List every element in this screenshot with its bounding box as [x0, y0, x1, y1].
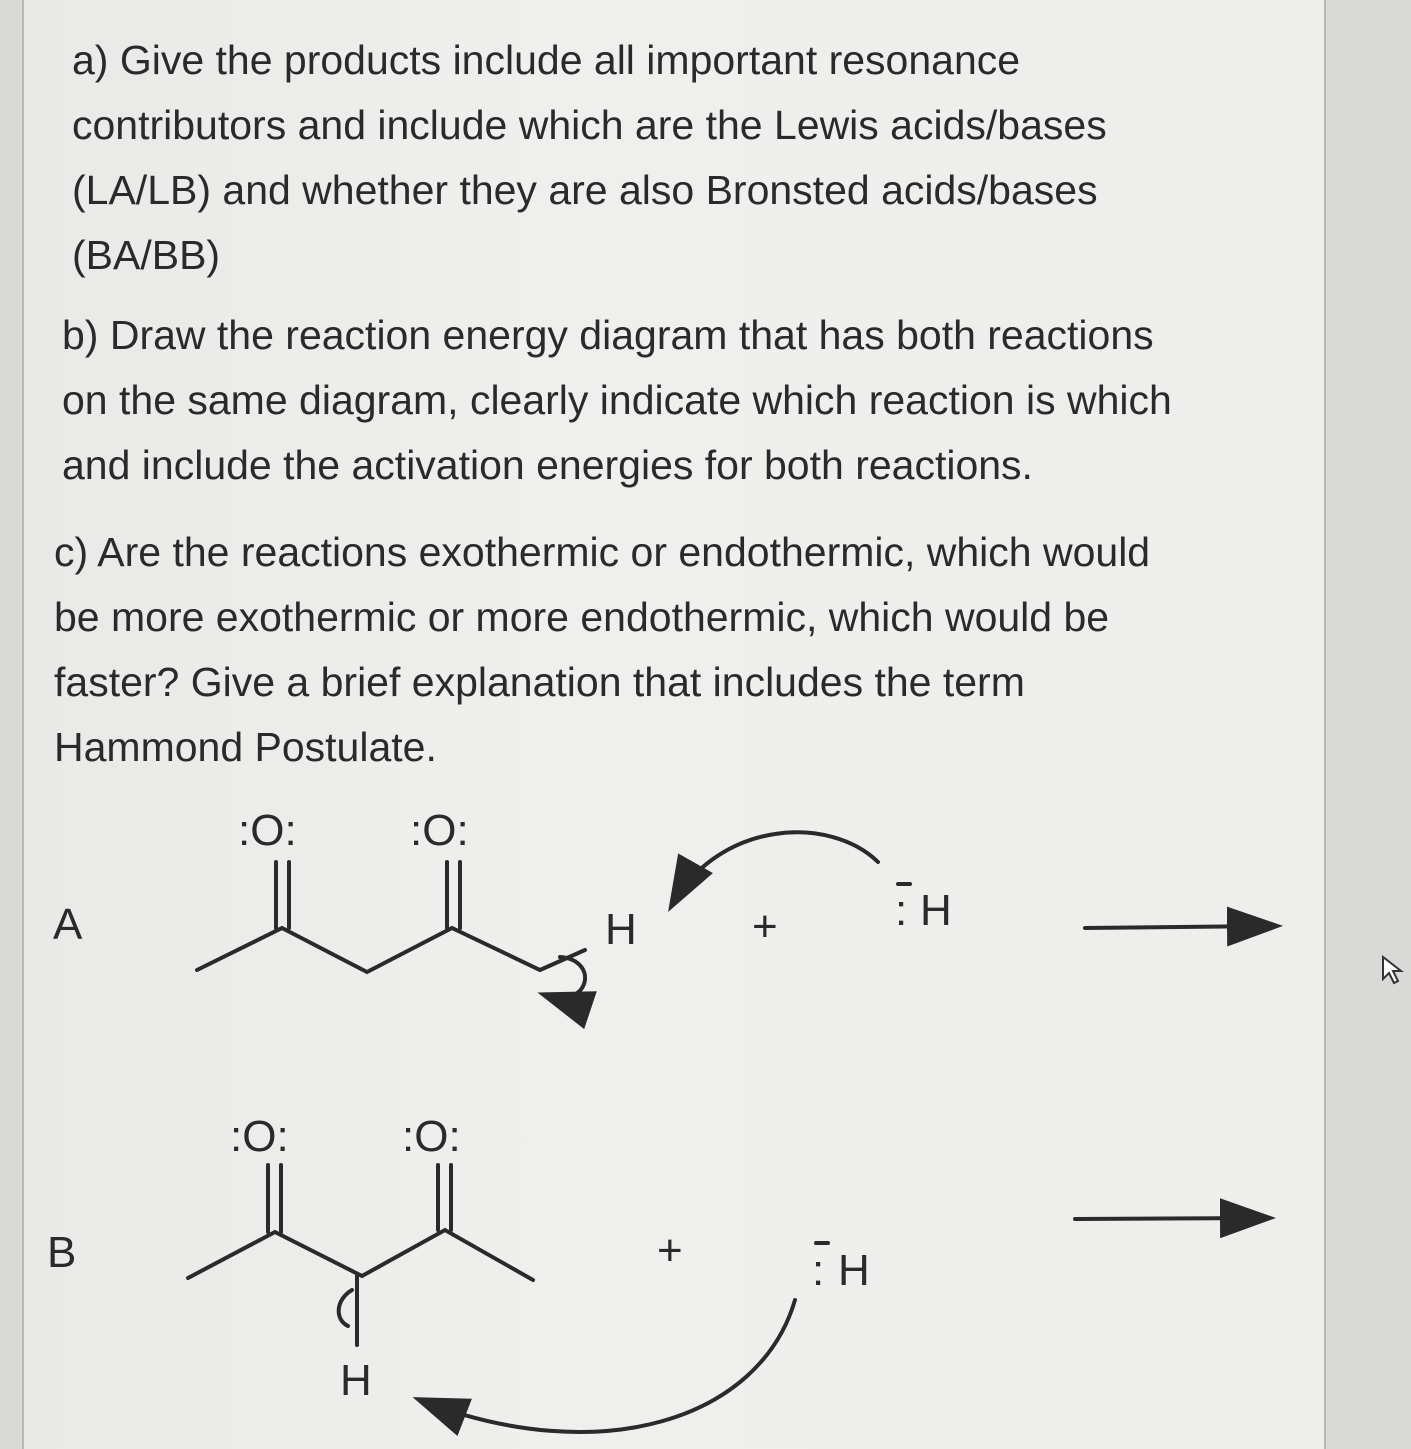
part-c-line-3: faster? Give a brief explanation that includes the term	[54, 659, 1025, 705]
reaction-a-label: A	[53, 900, 83, 949]
reaction-b-oxygen-1: :O:	[230, 1112, 289, 1161]
part-b-line-3: and include the activation energies for both reactions.	[62, 442, 1033, 488]
reaction-b-curved-arrow	[420, 1300, 795, 1432]
part-c-line-1: c) Are the reactions exothermic or endothermic, which would	[54, 529, 1151, 575]
part-b-line-2: on the same diagram, clearly indicate which reaction is which	[62, 377, 1172, 423]
part-b-line-1: b) Draw the reaction energy diagram that has both reactions	[62, 312, 1154, 358]
reaction-b-plus: +	[657, 1226, 683, 1275]
reaction-b-hydrogen: H	[340, 1356, 372, 1405]
part-c-line-2: be more exothermic or more endothermic, which would be	[54, 594, 1110, 640]
reaction-a-oxygen-1: :O:	[238, 806, 297, 855]
reaction-b-bond-arrow	[339, 1290, 352, 1326]
reaction-a-hydride-colon: :	[895, 886, 908, 935]
reaction-b-hydride-colon: :	[812, 1246, 825, 1295]
reaction-a-skeleton	[197, 928, 585, 972]
reaction-b-skeleton	[188, 1230, 533, 1280]
part-a-line-4: (BA/BB)	[72, 232, 221, 278]
reaction-b-arrow	[1075, 1218, 1268, 1219]
reaction-b-label: B	[47, 1228, 77, 1277]
part-c-line-4: Hammond Postulate.	[54, 724, 437, 770]
reaction-a-oxygen-2: :O:	[410, 806, 469, 855]
reaction-a-curved-arrow	[672, 832, 878, 905]
reaction-b-oxygen-2: :O:	[402, 1112, 461, 1161]
reaction-b-hydride: H	[838, 1246, 870, 1295]
mouse-pointer-icon	[1380, 955, 1408, 987]
reaction-a-hydrogen: H	[605, 905, 637, 954]
part-a-line-1: a) Give the products include all important resonance	[72, 37, 1021, 83]
reaction-a-arrow	[1085, 926, 1275, 928]
part-a-line-3: (LA/LB) and whether they are also Bronsted acids/bases	[72, 167, 1098, 213]
reaction-a-plus: +	[752, 902, 778, 951]
part-a-line-2: contributors and include which are the Lewis acids/bases	[72, 102, 1107, 148]
reaction-a-hydride: H	[920, 886, 952, 935]
